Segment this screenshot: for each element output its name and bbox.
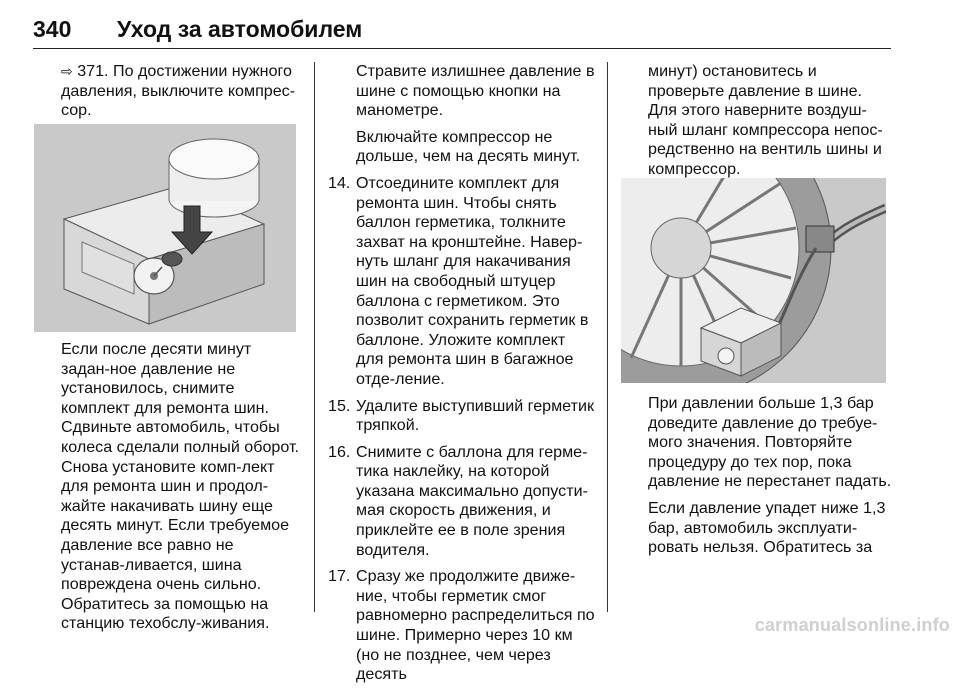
step-number: 17. [328, 567, 351, 586]
col2-para1: Стравите излишнее давление в шине с помощью кнопки на манометре. [356, 62, 595, 120]
col3-intro [648, 62, 893, 187]
col3-para3: Если давление упадет ниже 1,3 бар, автомобиль эксплуати-ровать нельзя. Обратитесь за [648, 498, 886, 557]
col3-body [648, 394, 893, 565]
column-divider-2 [607, 62, 608, 612]
col2-content [328, 62, 596, 692]
step-number: 14. [328, 173, 351, 192]
step-16 [328, 443, 596, 561]
step-number: 16. [328, 442, 351, 461]
page-header [33, 10, 891, 49]
reference-arrow-icon: ⇨ [61, 63, 73, 79]
col1-body [61, 340, 301, 641]
step-text: Снимите с баллона для герме-тика наклейку, на которой указана максимально допусти-мая скорость движения, и приклейте ее в поле зрения водителя. [356, 442, 588, 559]
step-14 [328, 174, 596, 390]
step-number: 15. [328, 396, 351, 415]
col2-para2: Включайте компрессор не дольше, чем на десять минут. [356, 127, 581, 166]
col1-intro [61, 62, 301, 128]
wheel-compressor-illustration [621, 178, 886, 383]
watermark: carmanualsonline.info [754, 615, 950, 635]
col3-para1: минут) остановитесь и проверьте давление в шине. Для этого наверните воздуш-ный шланг компрессора непос-редственно на вентиль шины и компрессор. [648, 62, 883, 178]
col3-para2: При давлении больше 1,3 бар доведите давление до требуе-мого значения. Повторяйте процедуру до тех пор, пока давление не перестанет падать. [648, 394, 892, 491]
step-17 [328, 567, 596, 685]
col1-paragraph: Если после десяти минут задан-ное давление не установилось, снимите комплект для ремонта шин. Сдвиньте автомобиль, чтобы колеса сделали полный оборот. Снова установите комп-лект для ремонта шин и продол-жайте накачивать шину еще десять минут. Если требуемое давление все равно не устанав-ливается, шина повреждена очень сильно. Обратитесь за помощью на станцию техобслу-живания. [61, 340, 300, 633]
step-text: Отсоедините комплект для ремонта шин. Чтобы снять баллон герметика, толкните захват на кронштейне. Навер-нуть шланг для накачивания шин на свободный штуцер баллона с герметиком. Это позволит сохранить герметик в баллоне. Уложите комплект для ремонта шин в багажное отде-ление. [356, 173, 589, 388]
step-text: Сразу же продолжите движе-ние, чтобы герметик смог равномерно распределиться по шине. Примерно через 10 км (но не позднее, чем через десять [356, 567, 595, 684]
column-divider-1 [314, 62, 315, 612]
step-15 [328, 397, 596, 436]
compressor-illustration [34, 124, 296, 332]
col1-ref-text: 371. По достижении нужного давления, выключите компрес-сор. [61, 62, 296, 120]
step-text: Удалите выступивший герметик тряпкой. [356, 396, 594, 435]
page-number: 340 [33, 16, 72, 42]
page-title: Уход за автомобилем [117, 16, 363, 42]
